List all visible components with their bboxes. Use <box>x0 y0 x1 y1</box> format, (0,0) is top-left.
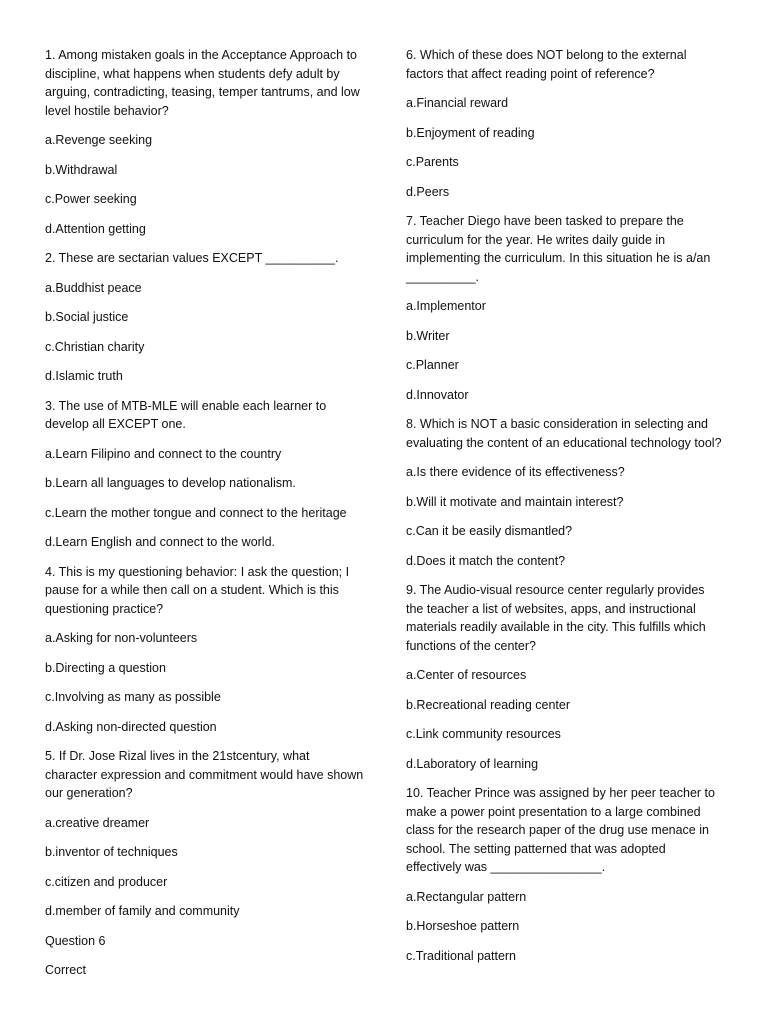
option-c: c.Planner <box>406 358 459 372</box>
option-d: d.Asking non-directed question <box>45 719 217 734</box>
question-block-2 <box>45 249 365 386</box>
option-a: a.Asking for non-volunteers <box>45 631 198 645</box>
option-b: b.Directing a question <box>45 660 166 675</box>
option-b: b.Learn all languages to develop nationalism. <box>45 476 296 490</box>
question-block-9 <box>406 581 724 773</box>
option-d: d.Learn English and connect to the world. <box>45 535 276 549</box>
option-a: a.creative dreamer <box>45 815 150 830</box>
option-d: d.member of family and community <box>45 904 240 918</box>
option-d: d.Islamic truth <box>45 369 123 383</box>
option-c: c.Link community resources <box>406 727 561 741</box>
question-block-4 <box>45 563 365 737</box>
question-text: 10. Teacher Prince was assigned by her peer teacher to make a power point presentation to a large combined class for the research paper of the drug use menace in school. The setting patterned that was adopted effectively was ________________. <box>406 786 715 874</box>
question-text: 1. Among mistaken goals in the Acceptance Approach to discipline, what happens when students defy adult by arguing, contradicting, teasing, temper tantrums, and low level hostile behavior? <box>45 48 360 118</box>
option-b: b.inventor of techniques <box>45 845 178 859</box>
left-column <box>45 46 365 991</box>
question-text: 4. This is my questioning behavior: I ask the question; I pause for a while then call on a student. Which is this questioning practice? <box>45 564 350 616</box>
option-c: c.Learn the mother tongue and connect to the heritage <box>45 505 347 520</box>
question-text: 3. The use of MTB-MLE will enable each learner to develop all EXCEPT one. <box>45 398 327 431</box>
question-block-6 <box>406 46 724 201</box>
question-block-3 <box>45 397 365 552</box>
option-d: d.Peers <box>406 184 450 199</box>
question-block-10 <box>406 784 724 965</box>
question-text: 8. Which is NOT a basic consideration in selecting and evaluating the content of an educational technology tool? <box>406 417 722 450</box>
option-d: d.Attention getting <box>45 221 146 236</box>
option-a: a.Center of resources <box>406 668 527 682</box>
option-c: c.Can it be easily dismantled? <box>406 524 573 538</box>
option-d: d.Innovator <box>406 387 469 402</box>
option-a: a.Rectangular pattern <box>406 889 527 904</box>
option-d: d.Does it match the content? <box>406 553 566 568</box>
option-a: a.Revenge seeking <box>45 133 153 147</box>
question-text: 9. The Audio-visual resource center regularly provides the teacher a list of websites, apps, and instructional materials readily available in the city. This fulfills which functions of the center? <box>406 583 706 653</box>
option-c: c.Involving as many as possible <box>45 690 221 704</box>
option-b: b.Recreational reading center <box>406 697 570 712</box>
option-c: c.citizen and producer <box>45 874 168 889</box>
option-a: a.Is there evidence of its effectiveness? <box>406 465 625 479</box>
option-b: b.Will it motivate and maintain interest? <box>406 494 624 509</box>
question-block-7 <box>406 212 724 404</box>
option-c: c.Christian charity <box>45 339 145 354</box>
option-b: b.Enjoyment of reading <box>406 125 535 140</box>
option-c: c.Power seeking <box>45 192 137 206</box>
question-text: 5. If Dr. Jose Rizal lives in the 21stcentury, what character expression and commitment would have shown our generation? <box>45 749 364 800</box>
question-block-5 <box>45 747 365 921</box>
option-d: d.Laboratory of learning <box>406 756 539 771</box>
question-block-1 <box>45 46 365 238</box>
option-b: b.Writer <box>406 328 450 343</box>
question-text: 7. Teacher Diego have been tasked to prepare the curriculum for the year. He writes daily guide in implementing the curriculum. In this situation he is a/an __________. <box>406 214 711 284</box>
question-text: 6. Which of these does NOT belong to the external factors that affect reading point of reference? <box>406 48 687 81</box>
option-b: b.Horseshoe pattern <box>406 919 520 933</box>
option-c: c.Parents <box>406 155 459 169</box>
question-block-8 <box>406 415 724 570</box>
option-a: a.Financial reward <box>406 96 509 110</box>
option-a: a.Learn Filipino and connect to the country <box>45 446 282 461</box>
status-text: Correct <box>45 963 86 977</box>
option-c: c.Traditional pattern <box>406 948 517 963</box>
option-a: a.Implementor <box>406 299 486 313</box>
right-column <box>406 46 724 976</box>
option-b: b.Withdrawal <box>45 162 118 177</box>
question-text: 2. These are sectarian values EXCEPT __________. <box>45 251 339 265</box>
option-b: b.Social justice <box>45 310 129 324</box>
option-a: a.Buddhist peace <box>45 280 142 295</box>
question-label: Question 6 <box>45 933 106 948</box>
